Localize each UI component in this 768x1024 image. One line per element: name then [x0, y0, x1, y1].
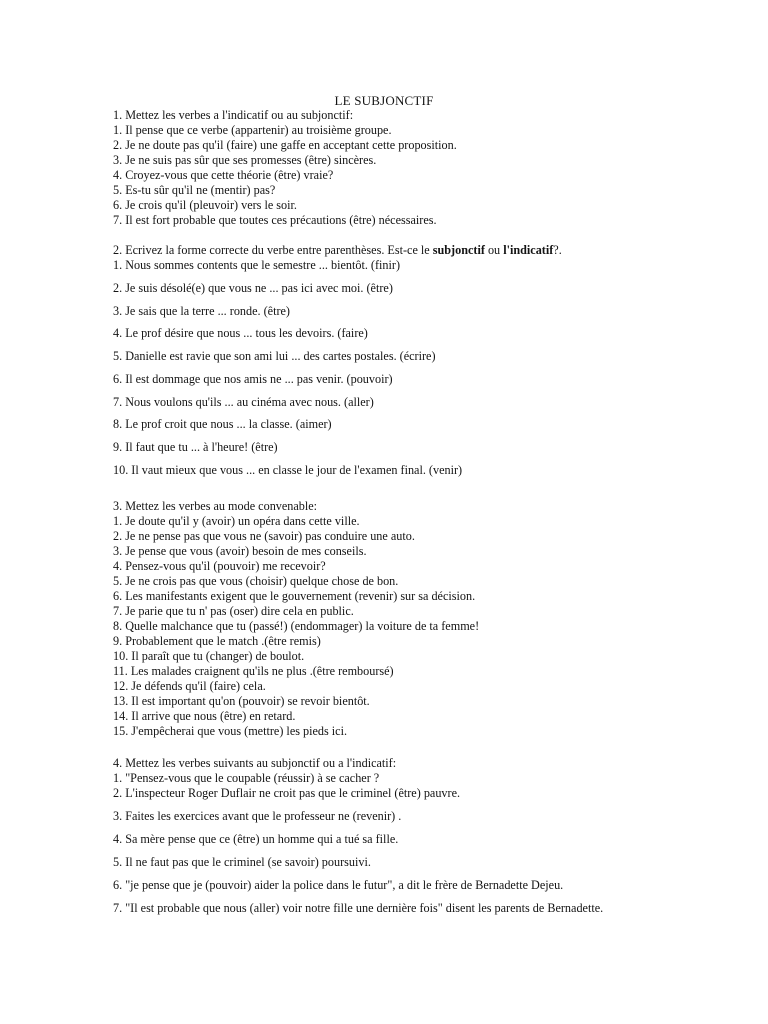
- exercise-3-item: 12. Je défends qu'il (faire) cela.: [113, 679, 266, 693]
- exercise-2-item: 10. Il vaut mieux que vous ... en classe le jour de l'examen final. (venir): [113, 463, 463, 477]
- exercise-2-item: 1. Nous sommes contents que le semestre ... bientôt. (finir): [113, 258, 401, 272]
- exercise-4-heading: 4. Mettez les verbes suivants au subjonctif ou a l'indicatif:: [113, 756, 397, 770]
- exercise-2-item: 2. Je suis désolé(e) que vous ne ... pas ici avec moi. (être): [113, 281, 393, 295]
- exercise-3-item: 14. Il arrive que nous (être) en retard.: [113, 709, 296, 723]
- exercise-1-item: 2. Je ne doute pas qu'il (faire) une gaffe en acceptant cette proposition.: [113, 138, 457, 152]
- exercise-4-item: 3. Faites les exercices avant que le professeur ne (revenir) .: [113, 809, 402, 823]
- exercise-2-item: 8. Le prof croit que nous ... la classe. (aimer): [113, 417, 332, 431]
- exercise-2-item: 5. Danielle est ravie que son ami lui ... des cartes postales. (écrire): [113, 349, 436, 363]
- exercise-2-heading: [113, 243, 562, 258]
- exercise-3-item: 8. Quelle malchance que tu (passé!) (endommager) la voiture de ta femme!: [113, 619, 480, 633]
- exercise-3-item: 1. Je doute qu'il y (avoir) un opéra dans cette ville.: [113, 514, 360, 528]
- exercise-3-item: 7. Je parie que tu n' pas (oser) dire cela en public.: [113, 604, 354, 618]
- exercise-2-item: 6. Il est dommage que nos amis ne ... pas venir. (pouvoir): [113, 372, 393, 386]
- exercise-3-item: 3. Je pense que vous (avoir) besoin de mes conseils.: [113, 544, 367, 558]
- exercise-3-item: 5. Je ne crois pas que vous (choisir) quelque chose de bon.: [113, 574, 399, 588]
- exercise-3-item: 15. J'empêcherai que vous (mettre) les pieds ici.: [113, 724, 348, 738]
- exercise-3-heading: 3. Mettez les verbes au mode convenable:: [113, 499, 318, 513]
- exercise-4-item: 4. Sa mère pense que ce (être) un homme qui a tué sa fille.: [113, 832, 399, 846]
- exercise-3-item: 4. Pensez-vous qu'il (pouvoir) me recevoir?: [113, 559, 326, 573]
- page-title: LE SUBJONCTIF: [334, 93, 434, 108]
- exercise-3-item: 2. Je ne pense pas que vous ne (savoir) pas conduire une auto.: [113, 529, 415, 543]
- exercise-3-item: 13. Il est important qu'on (pouvoir) se revoir bientôt.: [113, 694, 370, 708]
- exercise-4-item: 1. "Pensez-vous que le coupable (réussir) à se cacher ?: [113, 771, 380, 785]
- exercise-1-item: 6. Je crois qu'il (pleuvoir) vers le soir.: [113, 198, 297, 212]
- exercise-1-item: 3. Je ne suis pas sûr que ses promesses (être) sincères.: [113, 153, 377, 167]
- indicatif-keyword: l'indicatif: [503, 243, 554, 257]
- exercise-4-item: 6. "je pense que je (pouvoir) aider la police dans le futur", a dit le frère de Bernadette Dejeu.: [113, 878, 564, 892]
- exercise-2-heading-connector: ou: [484, 243, 504, 257]
- exercise-1-heading: 1. Mettez les verbes a l'indicatif ou au subjonctif:: [113, 108, 354, 122]
- exercise-1-item: 5. Es-tu sûr qu'il ne (mentir) pas?: [113, 183, 276, 197]
- exercise-1-item: 4. Croyez-vous que cette théorie (être) vraie?: [113, 168, 334, 182]
- exercise-3-item: 9. Probablement que le match .(être remis): [113, 634, 321, 648]
- exercise-2-item: 7. Nous voulons qu'ils ... au cinéma avec nous. (aller): [113, 395, 374, 409]
- subjonctif-keyword: subjonctif: [432, 243, 485, 257]
- exercise-2-item: 3. Je sais que la terre ... ronde. (être): [113, 304, 290, 318]
- exercise-2-item: 9. Il faut que tu ... à l'heure! (être): [113, 440, 278, 454]
- exercise-2-heading-text: 2. Ecrivez la forme correcte du verbe entre parenthèses. Est-ce le: [113, 243, 433, 257]
- exercise-3-item: 6. Les manifestants exigent que le gouvernement (revenir) sur sa décision.: [113, 589, 476, 603]
- exercise-2-item: 4. Le prof désire que nous ... tous les devoirs. (faire): [113, 326, 368, 340]
- exercise-1-item: 1. Il pense que ce verbe (appartenir) au troisième groupe.: [113, 123, 392, 137]
- exercise-1-item: 7. Il est fort probable que toutes ces précautions (être) nécessaires.: [113, 213, 437, 227]
- exercise-4-item: 5. Il ne faut pas que le criminel (se savoir) poursuivi.: [113, 855, 371, 869]
- exercise-2-heading-end: ?.: [553, 243, 562, 257]
- exercise-4-item: 2. L'inspecteur Roger Duflair ne croit pas que le criminel (être) pauvre.: [113, 786, 461, 800]
- exercise-3-item: 11. Les malades craignent qu'ils ne plus .(être remboursé): [113, 664, 394, 678]
- exercise-4-item: 7. "Il est probable que nous (aller) voir notre fille une dernière fois" disent les parents de Bernadette.: [113, 901, 604, 915]
- exercise-3-item: 10. Il paraît que tu (changer) de boulot.: [113, 649, 305, 663]
